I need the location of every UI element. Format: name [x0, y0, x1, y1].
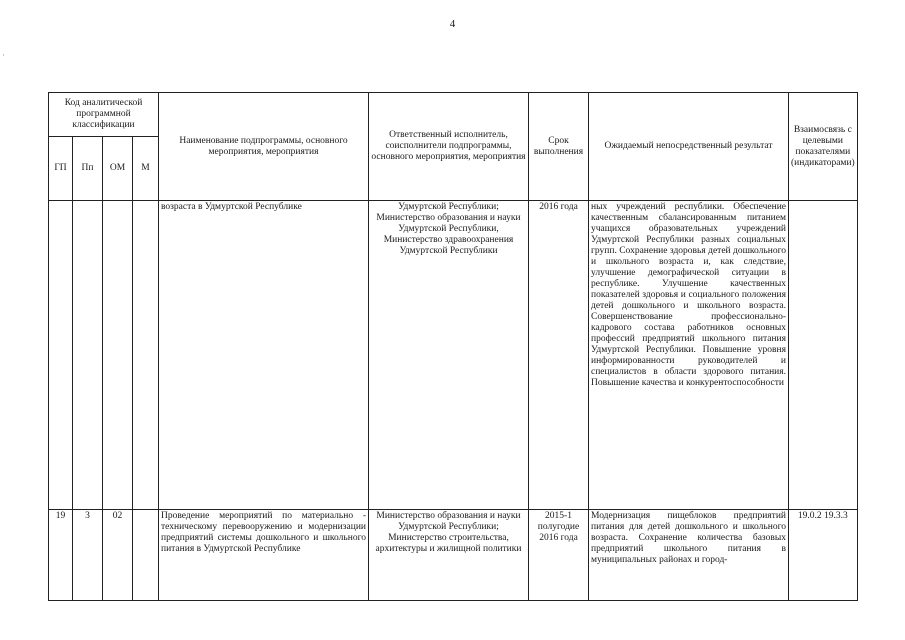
cell-result: Модернизация пищеблоков предприятий питания для детей дошкольного и школьного возраста. Сохранение количества базовых предприятий школьного питания в муниципальных районах и город- [589, 510, 789, 601]
cell-link [789, 201, 858, 510]
header-link: Взаимосвязь с целевыми показателями (индикаторами) [789, 93, 858, 201]
program-table [48, 92, 858, 601]
header-om: ОМ [103, 137, 133, 201]
header-code-group: Код аналитической программной классификации [49, 93, 159, 137]
cell-m [133, 201, 159, 510]
cell-gp [49, 201, 73, 510]
cell-m [133, 510, 159, 601]
cell-link: 19.0.2 19.3.3 [789, 510, 858, 601]
cell-pp [73, 201, 103, 510]
cell-gp: 19 [49, 510, 73, 601]
cell-om: 02 [103, 510, 133, 601]
header-result: Ожидаемый непосредственный результат [589, 93, 789, 201]
header-responsible: Ответственный исполнитель, соисполнители подпрограммы, основного мероприятия, мероприятия [369, 93, 529, 201]
header-name: Наименование подпрограммы, основного мероприятия, мероприятия [159, 93, 369, 201]
cell-responsible: Министерство образования и науки Удмуртской Республики; Министерство строительства, архитектуры и жилищной политики [369, 510, 529, 601]
cell-result: ных учреждений республики. Обеспечение качественным сбалансированным питанием учащихся образовательных учреждений Удмуртской Республики разных социальных групп. Сохранение здоровья детей дошкольного и школьного возраста и, как следствие, улучшение демографической ситуации в республике. Улучшение качественных показателей здоровья и социального положения детей дошкольного и школьного возраста. Совершенствование профессионально-кадрового состава работников основных профессий предприятий школьного питания Удмуртской Республики. Повышение уровня информированности руководителей и специалистов в области здорового питания. Повышение качества и конкурентоспособности [589, 201, 789, 510]
header-gp: ГП [49, 137, 73, 201]
table-row [49, 510, 858, 601]
header-term: Срок выполнения [529, 93, 589, 201]
cell-term: 2015-1 полугодие 2016 года [529, 510, 589, 601]
header-pp: Пп [73, 137, 103, 201]
cell-name: возраста в Удмуртской Республике [159, 201, 369, 510]
cell-name: Проведение мероприятий по материально - техническому перевооружению и модернизации предприятий системы дошкольного и школьного питания в Удмуртской Республике [159, 510, 369, 601]
table-row [49, 201, 858, 510]
header-m: М [133, 137, 159, 201]
page-number: 4 [449, 18, 456, 30]
cell-term: 2016 года [529, 201, 589, 510]
cell-om [103, 201, 133, 510]
cell-responsible: Удмуртской Республики; Министерство образования и науки Удмуртской Республики, Министерство здравоохранения Удмуртской Республики [369, 201, 529, 510]
edge-mark: · [2, 50, 5, 60]
cell-pp: 3 [73, 510, 103, 601]
